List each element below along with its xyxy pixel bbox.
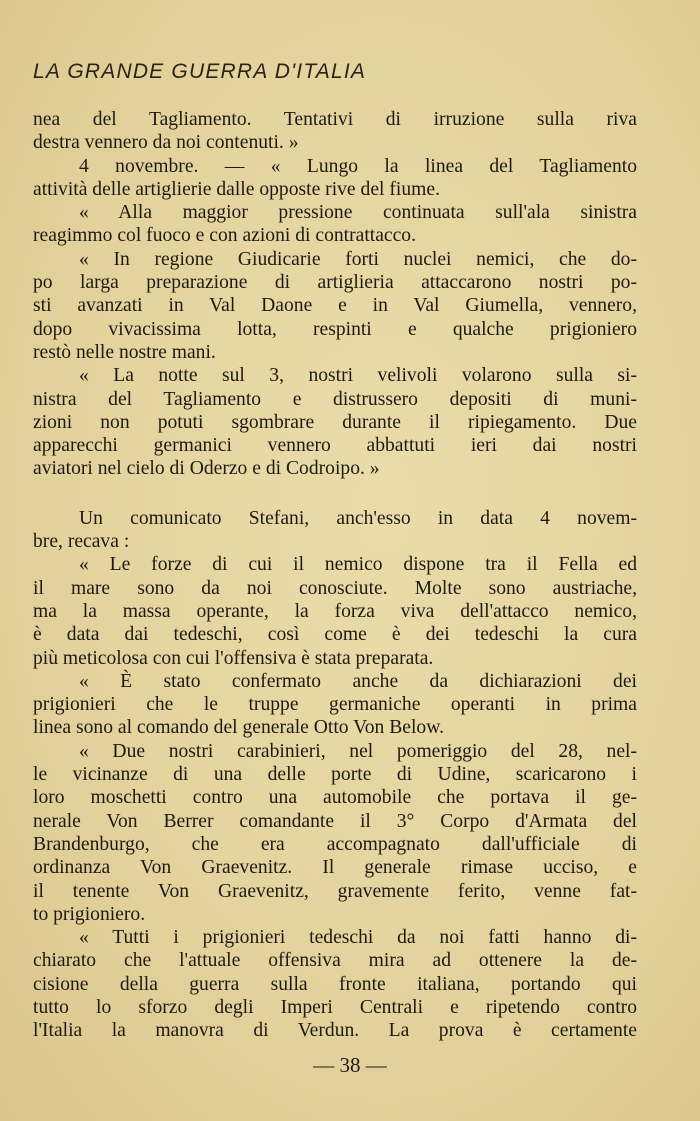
text-line: le vicinanze di una delle porte di Udine, scaricarono i (33, 764, 637, 786)
text-line: sti avanzati in Val Daone e in Val Giumella, vennero, (33, 295, 637, 317)
text-line: il mare sono da noi conosciute. Molte sono austriache, (33, 577, 637, 599)
text-line: più meticolosa con cui l'offensiva è stata preparata. (33, 647, 434, 669)
body-text (33, 108, 637, 1043)
text-line: tutto lo sforzo degli Imperi Centrali e ripetendo contro (33, 996, 637, 1018)
text-line: chiarato che l'attuale offensiva mira ad ottenere la de- (33, 950, 637, 972)
text-line: destra vennero da noi contenuti. » (33, 132, 299, 154)
text-line: reagimmo col fuoco e con azioni di contrattacco. (33, 225, 417, 247)
text-line: attività delle artiglierie dalle opposte rive del fiume. (33, 178, 440, 200)
paragraph (33, 740, 637, 926)
text-line: restò nelle nostre mani. (33, 341, 216, 363)
paragraph (33, 507, 637, 554)
text-line: « La notte sul 3, nostri velivoli volarono sulla si- (79, 365, 637, 387)
text-line: apparecchi germanici vennero abbattuti ieri dai nostri (33, 435, 637, 457)
text-line: è data dai tedeschi, così come è dei tedeschi la cura (33, 624, 637, 646)
text-line: zioni non potuti sgombrare durante il ripiegamento. Due (33, 411, 637, 433)
text-line: cisione della guerra sulla fronte italiana, portando qui (33, 973, 637, 995)
paragraph (33, 248, 637, 364)
paragraph (33, 201, 637, 248)
text-line: to prigioniero. (33, 903, 146, 925)
text-line: prigionieri che le truppe germaniche operanti in prima (33, 694, 637, 716)
text-line: l'Italia la manovra di Verdun. La prova è certamente (33, 1020, 637, 1042)
text-line: nea del Tagliamento. Tentativi di irruzione sulla riva (33, 109, 637, 130)
text-line: ordinanza Von Graevenitz. Il generale rimase ucciso, e (33, 857, 637, 879)
paragraph (33, 670, 637, 740)
text-line: po larga preparazione di artiglieria attaccarono nostri po- (33, 272, 637, 294)
text-line: « Tutti i prigionieri tedeschi da noi fatti hanno di- (79, 927, 637, 949)
text-line: nistra del Tagliamento e distrussero depositi di muni- (33, 388, 637, 410)
text-line: aviatori nel cielo di Oderzo e di Codroipo. » (33, 458, 380, 480)
text-line: bre, recava : (33, 531, 130, 553)
text-line: Un comunicato Stefani, anch'esso in data 4 novem- (79, 507, 637, 529)
text-line: 4 novembre. — « Lungo la linea del Tagliamento (79, 155, 637, 177)
text-line: loro moschetti contro una automobile che portava il ge- (33, 787, 637, 809)
running-header: LA GRANDE GUERRA D'ITALIA (33, 60, 367, 83)
paragraph-gap (33, 481, 637, 507)
paragraph (33, 553, 637, 669)
text-line: « Due nostri carabinieri, nel pomeriggio del 28, nel- (79, 740, 637, 762)
text-line: « Le forze di cui il nemico dispone tra il Fella ed (79, 554, 637, 576)
text-line: nerale Von Berrer comandante il 3° Corpo d'Armata del (33, 810, 637, 832)
paragraph (33, 108, 637, 155)
text-line: ma la massa operante, la forza viva dell'attacco nemico, (33, 600, 637, 622)
text-line: linea sono al comando del generale Otto Von Below. (33, 717, 445, 739)
text-line: « In regione Giudicarie forti nuclei nemici, che do- (79, 248, 637, 270)
paragraph (33, 155, 637, 202)
page-number: — 38 — (313, 1053, 387, 1077)
text-line: Brandenburgo, che era accompagnato dall'ufficiale di (33, 833, 637, 855)
paragraph (33, 364, 637, 480)
text-line: « È stato confermato anche da dichiarazioni dei (79, 670, 637, 692)
text-line: « Alla maggior pressione continuata sull'ala sinistra (79, 202, 637, 224)
text-line: dopo vivacissima lotta, respinti e qualche prigioniero (33, 318, 637, 340)
paragraph (33, 926, 637, 1042)
text-line: il tenente Von Graevenitz, gravemente ferito, venne fat- (33, 880, 637, 902)
